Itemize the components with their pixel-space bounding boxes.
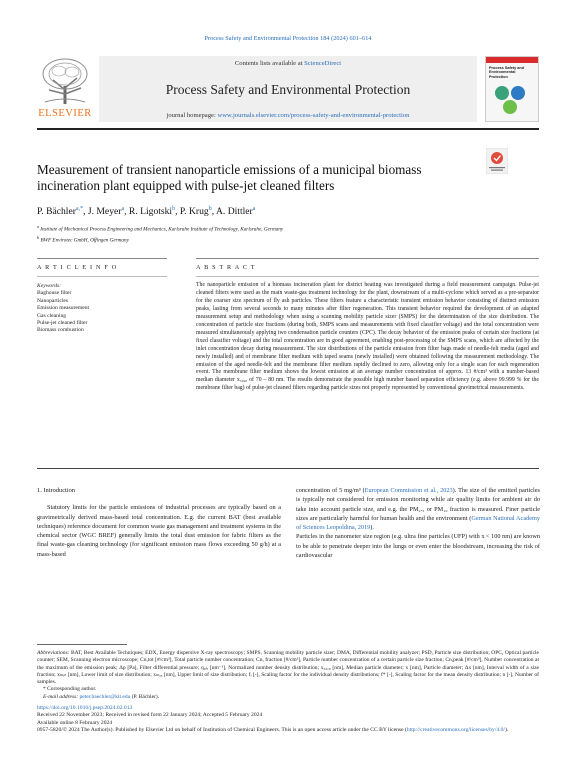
license-statement [37,727,539,734]
abstract-bottom-rule [37,468,539,469]
keywords-rule [37,276,167,277]
author-email-link[interactable]: peter.baechler@kit.edu [79,693,131,700]
license-suffix: ). [504,727,509,734]
keywords-block [37,283,167,335]
intro-text-segment-1: concentration of 5 mg/m³ ( [296,487,365,494]
email-name: (P. Bächler). [130,693,160,700]
elsevier-logo[interactable] [37,56,93,120]
affiliation-marker: b [37,234,40,240]
citation-european-commission-link[interactable]: European Commission et al., 2023 [364,487,453,494]
homepage-line [99,112,477,119]
footnotes [37,650,539,701]
article-title: Measurement of transient nanoparticle emissions of a municipal biomass incineration plant equipped with pulse-jet cleaned filters [37,162,422,193]
citation-leopoldina-link[interactable]: German National Academy of Sciences Leopoldina, 2019 [296,514,540,532]
author-name[interactable]: R. Ligotski [128,206,173,218]
keyword-item: Pulse-jet cleaned filter [37,320,88,327]
intro-text-segment-2: ). The size of the emitted particles is typically not considered for emission monitoring while air quality limits for ambient air do take into account particle size, and e.g. the PM₂.₅ or PM₁₀ fraction is measured. Finer particle sizes are particularly harmful for human health and the environment ( [296,487,540,522]
contents-prefix: Contents lists available at [234,60,305,67]
cc-license-link[interactable]: http://creativecommons.org/licenses/by/4.0/ [406,727,505,734]
corresponding-author-note: * Corresponding author. [43,686,97,693]
homepage-prefix: journal homepage: [166,112,218,119]
column-left [37,486,281,559]
affiliation-text: BWF Envirotec GmbH, Offingen Germany [39,237,129,244]
journal-banner [99,56,477,122]
affiliation-line [37,234,283,245]
keyword-item: Gas cleaning [37,312,67,319]
author-affiliation-marker[interactable]: a,* [75,206,84,212]
article-info-heading: A R T I C L E I N F O [37,264,118,271]
author-affiliation-marker[interactable]: a [252,206,256,212]
cover-graphic [492,81,532,117]
sciencedirect-link[interactable]: ScienceDirect [304,60,342,67]
introduction-heading: 1. Introduction [37,487,75,494]
abstract-rule [196,258,539,259]
abbreviations-text: BAT, Best Available Techniques; EDX, Energy dispersive X-ray spectroscopy; SMPS, Scanning mobility particle sizer; DMA, Differential mobility analyzer; PSD, Particle size distribution; OPC, Optical particle counter; SEM, Scanning electron microscope; Cn,tot [#/cm³], Total particle number concentration; Cn, fraction [#/cm³], Particle number concentration of a certain particle size fraction; Cn,peak [#/cm³], Number concentration at the maximum of the emission peak; Δp [Pa], Filter differential pressure; q₀ₗₓ [nm⁻¹], Normalized number density distribution; x₅₀,₀ [nm], Median particle diameter; x [nm], Particle diameter; Δx [nm], Interval width of a size fraction; xₘᵢₙ [nm], Lower limit of size distribution; xₘₐₓ [nm], Upper limit of size distribution; fᵢ [-], Scaling factor for the individual density distributions; f* [-], Scaling factor for the mean density distribution; n [-], Number of samples. [37,650,539,686]
license-prefix: 0957-5820/© 2024 The Author(s). Published by Elsevier Ltd on behalf of Institution of Chemical Engineers. This is an open access article under the CC BY license ( [37,727,407,734]
keyword-item: Baghouse filter [37,290,72,297]
cover-band [486,57,538,63]
author-name[interactable]: P. Krug [179,206,209,218]
author-name[interactable]: J. Meyer [87,206,122,218]
journal-title: Process Safety and Environmental Protection [165,82,411,97]
keywords-heading: Keywords: [37,283,62,289]
contents-line [99,60,477,67]
author-name[interactable]: A. Dittler [215,206,253,218]
abbreviations-footnote [37,650,539,686]
abbreviations-heading: Abbreviations: [37,650,70,656]
author-separator: , [83,206,88,218]
keyword-item: Emission measurement [37,305,90,312]
email-footnote [37,694,539,701]
author-affiliation-marker[interactable]: b [172,206,176,212]
article-info-rule [37,258,167,259]
cover-title: Process Safety and Environmental Protection [489,66,525,79]
abstract-inner-rule [196,276,539,277]
affiliation-marker: a [37,224,39,229]
check-for-updates-icon[interactable] [486,148,508,174]
online-date: Available online 8 February 2024 [37,719,113,726]
intro-paragraph-1-continued [296,486,540,532]
intro-paragraph-2: Particles in the nanometer size region (e.g. ultra fine particles (UFP) with x < 100 nm) are known to be able to penetrate deeper into the lungs or even enter the bloodstream, increasing the risk of cardiovascular [296,533,540,560]
affiliation-text: Institute of Mechanical Process Engineering and Mechanics, Karlsruhe Institute of Technology, Karlsruhe, Germany [38,226,284,233]
journal-reference-link[interactable]: Process Safety and Environmental Protection 184 (2024) 601–614 [204,35,372,42]
affiliation-line [37,223,283,234]
keywords-list [37,290,167,334]
abstract-text: The nanoparticle emission of a biomass incineration plant for district heating was investigated during a field measurement campaign. Pulse-jet cleaned filters were used as the main waste-gas treatment technology for the plant, downstream of a multi-cyclone which served as a pre-separator for the coarser size spectrum of fly ash particles. These filters feature a characteristic transient emission behavior consisting of distinct emission peaks, lasting from several seconds to many minutes after filter regeneration. This transient behavior required the development of an adapted measurement setup and methodology when using a scanning mobility particle sizer (SMPS) for the determination of the size distribution. The concentration of particle size fractions (during both, SMPS scans and measurements with fixed classifier voltage) and the total concentration were measured simultaneously applying two condensation particle counters (CPC). The decay behavior of the emission peaks of certain size fractions (at fixed classifier voltage) and the total concentration are in good agreement, enabling post-processing of the SMPS scans, which are affected by the inlet concentration decay during measurement. The size distributions of the particle emission from filter bags made of needle-felt media (aged and newly installed) and of membrane filter medium with taped seams (newly installed) were obtained following the measurement methodology. The emission of the aged needle-felt and the membrane filter medium rapidly declined to zero, allowing only for a single scan for each regeneration event. The membrane filter medium shows the lowest emission at an average number concentration of approx. 13 #/cm³ with a number-based median diameter x₅₀,₀ of 70 – 80 nm. The results demonstrate the possible high number based separation efficiency (e.g. above 99.999 % for the membrane filter bag) of pulse-jet cleaned filters regarding particle sizes not properly represented by conventional gravimetrical measurements. [196,282,539,392]
column-right [296,486,540,560]
intro-text-segment-3: ). [370,524,374,532]
intro-paragraph-1: Statutory limits for the particle emissions of industrial processes are typically based on a gravimetrically derived mass-based total concentration. E.g. the current BAT (best available techniques) reference document for common waste gas management and treatment systems in the chemical sector (WGC BREF) generally limits the total dust emission for fabric filters as the final waste-gas cleaning technology (for significant emission mass flows exceeding 50 g/h) at a mass-based [37,504,282,558]
keyword-item: Biomass combustion [37,327,84,334]
footnote-rule [37,644,127,645]
masthead-rule [37,128,539,130]
received-dates: Received 22 November 2023; Received in revised form 22 January 2024; Accepted 5 February 2024 [37,712,263,719]
journal-cover-image[interactable] [485,56,539,122]
keyword-item: Nanoparticles [37,297,69,304]
masthead [37,56,539,126]
author-separator: , [211,206,216,218]
author-affiliation-marker[interactable]: a [121,206,125,212]
author-separator: , [124,206,129,218]
author-list [37,206,255,217]
author-affiliation-marker[interactable]: b [208,206,212,212]
affiliations [37,223,283,245]
publication-info [37,705,539,735]
email-label: E-mail address: [43,693,80,700]
abstract-heading: A B S T R A C T [196,264,256,271]
author-separator: , [175,206,180,218]
elsevier-wordmark: ELSEVIER [38,108,92,119]
author-name[interactable]: P. Bächler [37,206,76,218]
journal-homepage-link[interactable]: www.journals.elsevier.com/process-safety-and-environmental-protection [217,112,410,119]
elsevier-tree-icon [39,56,91,106]
doi-link[interactable]: https://doi.org/10.1016/j.psep.2024.02.013 [37,705,133,711]
